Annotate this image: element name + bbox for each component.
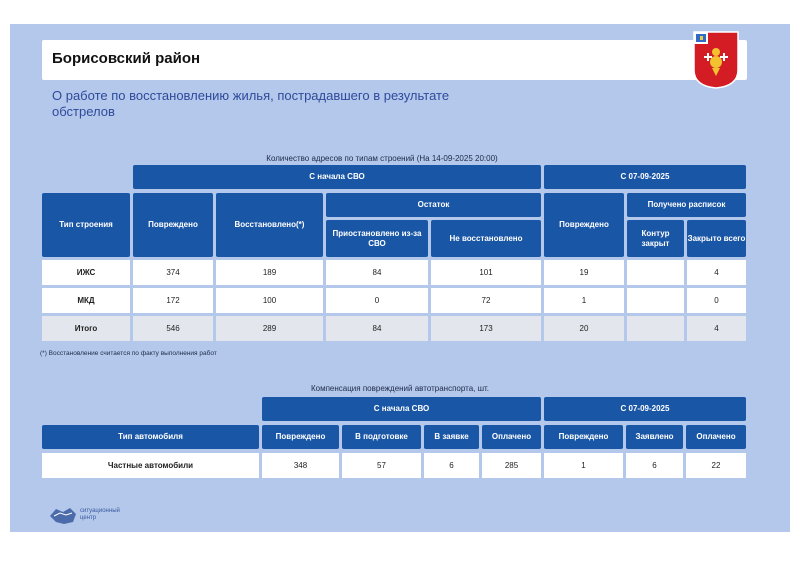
table-cell: 546 <box>133 316 213 341</box>
housing-col-type: Тип строения <box>42 193 130 257</box>
slide <box>10 24 790 532</box>
auto-col-declared: Заявлено <box>626 425 683 449</box>
housing-group-since-date: С 07-09-2025 <box>544 165 746 189</box>
table-cell <box>627 288 684 313</box>
logo-text-line: ситуационный <box>80 508 120 514</box>
auto-col-damaged-since-date: Повреждено <box>544 425 623 449</box>
housing-col-contour: Контур закрыт <box>627 220 684 257</box>
housing-table-caption: Количество адресов по типам строений (На 14-09-2025 20:00) <box>266 154 498 163</box>
table-row-label: МКД <box>42 288 130 313</box>
table-cell <box>627 260 684 285</box>
table-cell: 285 <box>482 453 541 478</box>
situation-center-logo-icon <box>48 506 78 526</box>
table-cell: 84 <box>326 316 428 341</box>
housing-col-damaged: Повреждено <box>133 193 213 257</box>
housing-col-closed-all: Закрыто всего <box>687 220 746 257</box>
table-cell: 19 <box>544 260 624 285</box>
table-cell: 173 <box>431 316 541 341</box>
housing-col-damaged-since-date: Повреждено <box>544 193 624 257</box>
table-cell: 172 <box>133 288 213 313</box>
table-cell: 100 <box>216 288 323 313</box>
housing-group-since-svo: С начала СВО <box>133 165 541 189</box>
logo-text-line: центр <box>80 515 97 521</box>
table-cell: 4 <box>687 260 746 285</box>
table-cell: 101 <box>431 260 541 285</box>
table-cell: 0 <box>687 288 746 313</box>
table-cell: 374 <box>133 260 213 285</box>
table-cell: 0 <box>326 288 428 313</box>
table-row-label: Частные автомобили <box>42 453 259 478</box>
table-cell: 22 <box>686 453 746 478</box>
title-box <box>42 40 747 80</box>
table-cell: 72 <box>431 288 541 313</box>
table-cell: 57 <box>342 453 421 478</box>
housing-footnote: (*) Восстановление считается по факту выполнения работ <box>40 350 217 357</box>
housing-col-receipts: Получено расписок <box>627 193 746 217</box>
page-title: Борисовский район <box>52 50 201 67</box>
table-row-total-label: Итого <box>42 316 130 341</box>
district-emblem-icon <box>692 30 740 90</box>
table-cell: 1 <box>544 288 624 313</box>
table-cell: 6 <box>626 453 683 478</box>
housing-col-suspended: Приостановлено из-за СВО <box>326 220 428 257</box>
table-cell: 348 <box>262 453 339 478</box>
auto-col-paid-since-date: Оплачено <box>686 425 746 449</box>
table-cell: 84 <box>326 260 428 285</box>
table-cell: 189 <box>216 260 323 285</box>
table-cell: 1 <box>544 453 623 478</box>
housing-col-remainder: Остаток <box>326 193 541 217</box>
table-cell: 20 <box>544 316 624 341</box>
auto-group-since-svo: С начала СВО <box>262 397 541 421</box>
housing-col-not-restored: Не восстановлено <box>431 220 541 257</box>
auto-col-paid: Оплачено <box>482 425 541 449</box>
page-subtitle: О работе по восстановлению жилья, пострадавшего в результате обстрелов <box>52 88 450 119</box>
situation-center-logo-text <box>80 508 120 522</box>
table-cell: 6 <box>424 453 479 478</box>
auto-group-since-date: С 07-09-2025 <box>544 397 746 421</box>
auto-col-in-request: В заявке <box>424 425 479 449</box>
auto-col-damaged: Повреждено <box>262 425 339 449</box>
auto-col-type: Тип автомобиля <box>42 425 259 449</box>
auto-col-in-prep: В подготовке <box>342 425 421 449</box>
table-cell: 4 <box>687 316 746 341</box>
housing-col-restored: Восстановлено(*) <box>216 193 323 257</box>
table-cell: 289 <box>216 316 323 341</box>
table-row-label: ИЖС <box>42 260 130 285</box>
table-cell <box>627 316 684 341</box>
auto-table-caption: Компенсация повреждений автотранспорта, шт. <box>310 384 490 393</box>
